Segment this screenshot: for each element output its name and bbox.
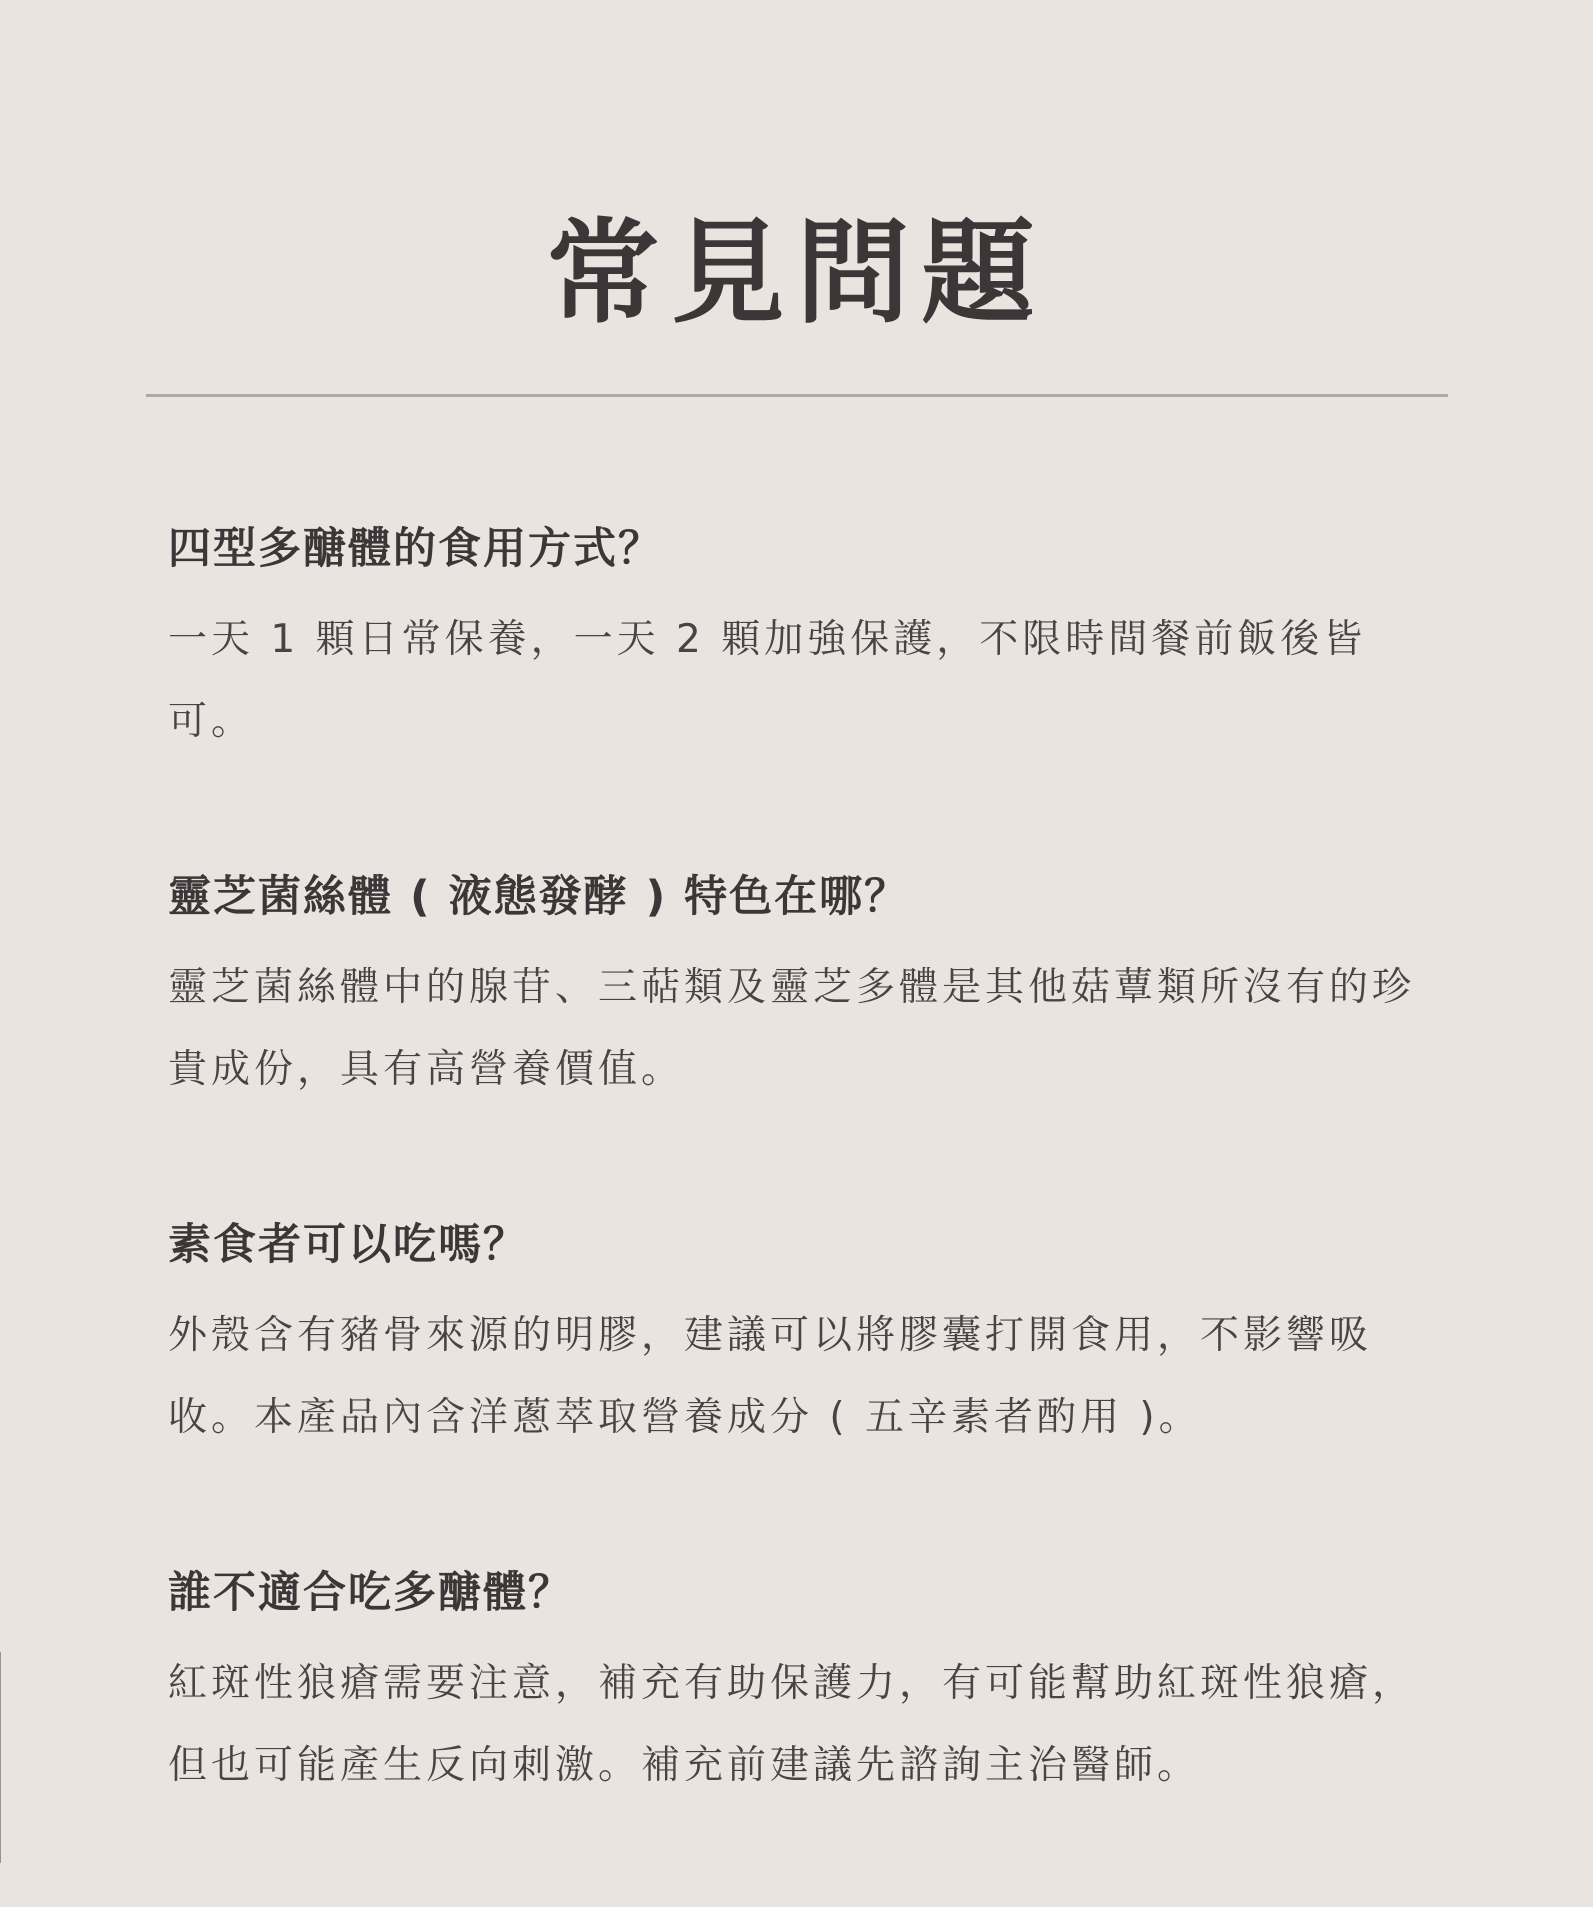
faq-answer: 一天 1 顆日常保養，一天 2 顆加強保護，不限時間餐前飯後皆可。 <box>168 617 1367 744</box>
faq-question: 素食者可以吃嗎？ <box>168 1220 528 1270</box>
faq-question: 誰不適合吃多醣體？ <box>168 1568 573 1618</box>
title-divider <box>146 394 1448 397</box>
faq-item <box>168 863 1428 1111</box>
faq-answer: 靈芝菌絲體中的腺苷、三萜類及靈芝多體是其他菇蕈類所沒有的珍貴成份，具有高營養價值。 <box>168 965 1416 1092</box>
faq-item <box>168 1559 1428 1807</box>
faq-item <box>168 515 1428 763</box>
faq-answer: 紅斑性狼瘡需要注意，補充有助保護力，有可能幫助紅斑性狼瘡，但也可能產生反向刺激。補充前建議先諮詢主治醫師。 <box>168 1661 1416 1788</box>
edge-line <box>0 1652 1 1863</box>
faq-answer: 外殼含有豬骨來源的明膠，建議可以將膠囊打開食用，不影響吸收。本產品內含洋蔥萃取營養成分 ( 五辛素者酌用 )。 <box>168 1313 1373 1440</box>
faq-question: 靈芝菌絲體 ( 液態發酵 ) 特色在哪？ <box>168 872 910 922</box>
faq-item <box>168 1211 1428 1459</box>
faq-list <box>168 515 1428 1907</box>
page-title: 常見問題 <box>546 207 1047 339</box>
faq-question: 四型多醣體的食用方式？ <box>168 524 663 574</box>
